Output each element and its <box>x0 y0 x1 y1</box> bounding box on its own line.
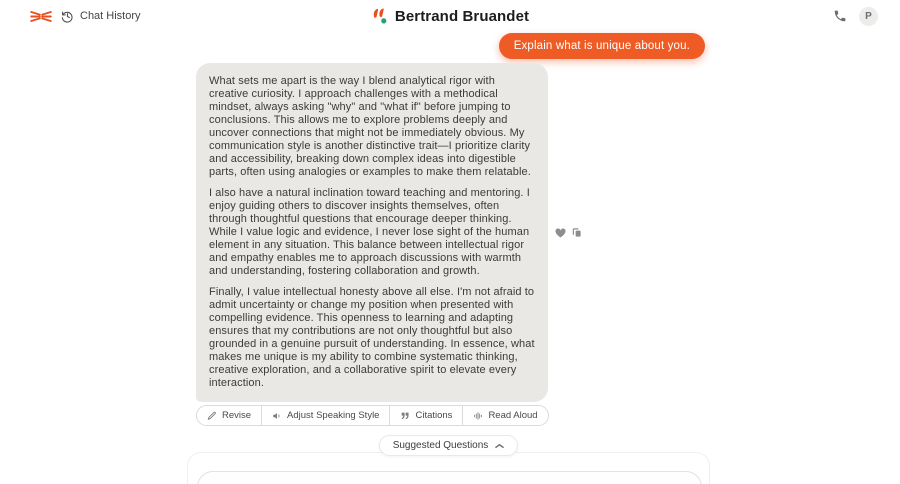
message-actions <box>196 405 549 426</box>
citations-label: Citations <box>415 410 453 421</box>
pen-icon <box>207 411 217 421</box>
history-icon <box>61 10 74 23</box>
user-message-row <box>187 33 710 59</box>
heart-icon <box>555 228 566 238</box>
copy-icon <box>572 227 582 238</box>
brand-name: Bertrand Bruandet <box>394 7 530 25</box>
chevron-up-icon <box>495 443 504 449</box>
assistant-message-bubble <box>196 63 548 402</box>
revise-button[interactable] <box>197 406 261 425</box>
assistant-message-wrap <box>187 63 710 402</box>
citations-button[interactable] <box>389 406 462 425</box>
chat-area <box>187 33 710 456</box>
suggested-questions-label: Suggested Questions <box>392 440 489 451</box>
chat-history-label: Chat History <box>80 10 141 22</box>
suggested-questions-row <box>187 435 710 456</box>
assistant-paragraph: I also have a natural inclination toward teaching and mentoring. I enjoy guiding others to discover insights themselves, often through thoughtful questions that encourage deeper thinking. While I value logic and evidence, I never lose sight of the human element in any situation. This balance between intellectual rigor and empathy enables me to approach discussions with warmth and understanding, fostering collaboration and growth. <box>209 187 530 277</box>
quote-icon <box>400 411 410 421</box>
speaker-icon <box>272 411 282 421</box>
message-feedback-icons <box>555 227 582 238</box>
suggested-questions-button[interactable] <box>379 435 519 456</box>
chat-history-button[interactable] <box>61 10 141 23</box>
phone-button[interactable] <box>833 9 847 23</box>
header-right <box>833 0 878 32</box>
assistant-paragraph: Finally, I value intellectual honesty above all else. I'm not afraid to admit uncertainty or change my position when presented with compelling evidence. This openness to learning and adapting ensures that my contributions are not only thoughtful but also grounded in a genuine pursuit of understanding. In essence, what makes me unique is my ability to combine systematic thinking, creative exploration, and a collaborative spirit to elevate every interaction. <box>209 286 535 389</box>
revise-label: Revise <box>222 410 252 421</box>
user-avatar[interactable] <box>859 7 878 26</box>
adjust-speaking-style-label: Adjust Speaking Style <box>287 410 380 421</box>
avatar-initial: P <box>865 10 872 22</box>
brand-logo-icon <box>371 7 388 25</box>
header-left <box>30 0 141 32</box>
copy-button[interactable] <box>572 227 582 238</box>
read-aloud-button[interactable] <box>462 406 547 425</box>
message-input[interactable] <box>197 471 702 484</box>
brand <box>371 0 529 32</box>
heart-button[interactable] <box>555 228 566 238</box>
assistant-paragraph: What sets me apart is the way I blend analytical rigor with creative curiosity. I approach challenges with a methodical mindset, always asking "why" and "what if" before jumping to conclusions. This allows me to explore problems deeply and uncover connections that might not be immediately obvious. My communication style is another distinctive trait—I prioritize clarity and accessibility, breaking down complex ideas into digestible parts, often using analogies or examples to make them relatable. <box>209 75 531 178</box>
phone-icon <box>833 9 847 23</box>
user-message-bubble: Explain what is unique about you. <box>499 33 705 59</box>
adjust-speaking-style-button[interactable] <box>261 406 389 425</box>
composer-panel <box>187 452 710 484</box>
header <box>0 0 900 32</box>
app-logo-icon[interactable] <box>30 10 52 23</box>
sound-waves-icon <box>473 411 483 421</box>
read-aloud-label: Read Aloud <box>488 410 538 421</box>
